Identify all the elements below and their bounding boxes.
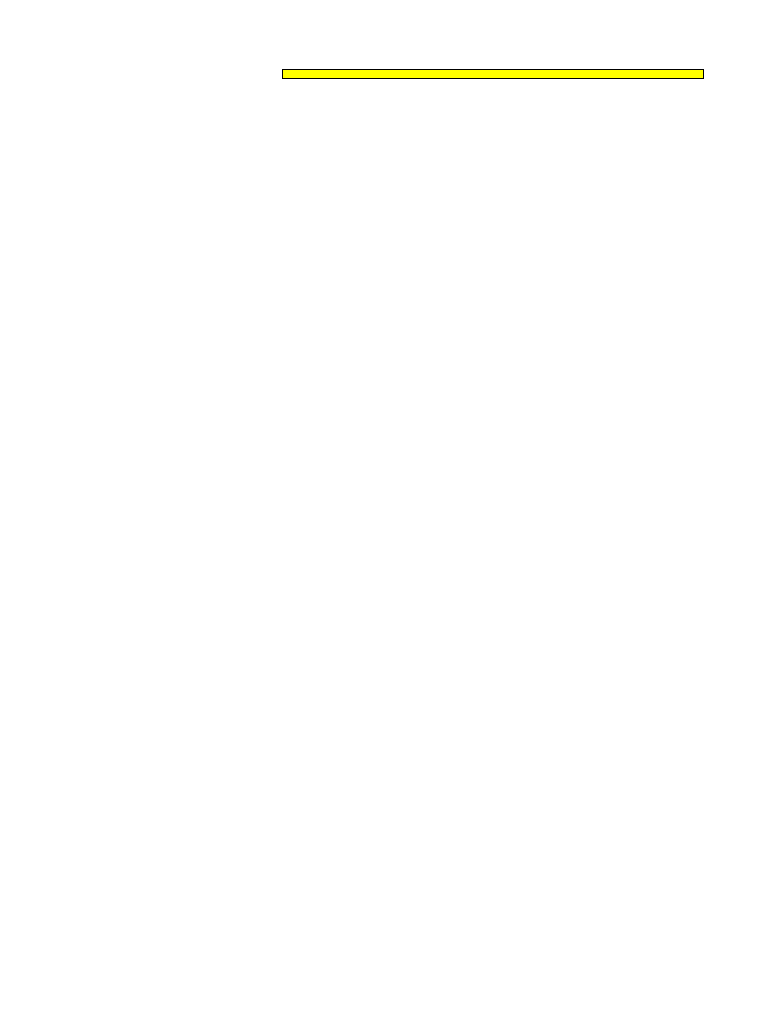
spreadsheet <box>63 68 705 952</box>
page-title <box>282 69 704 79</box>
